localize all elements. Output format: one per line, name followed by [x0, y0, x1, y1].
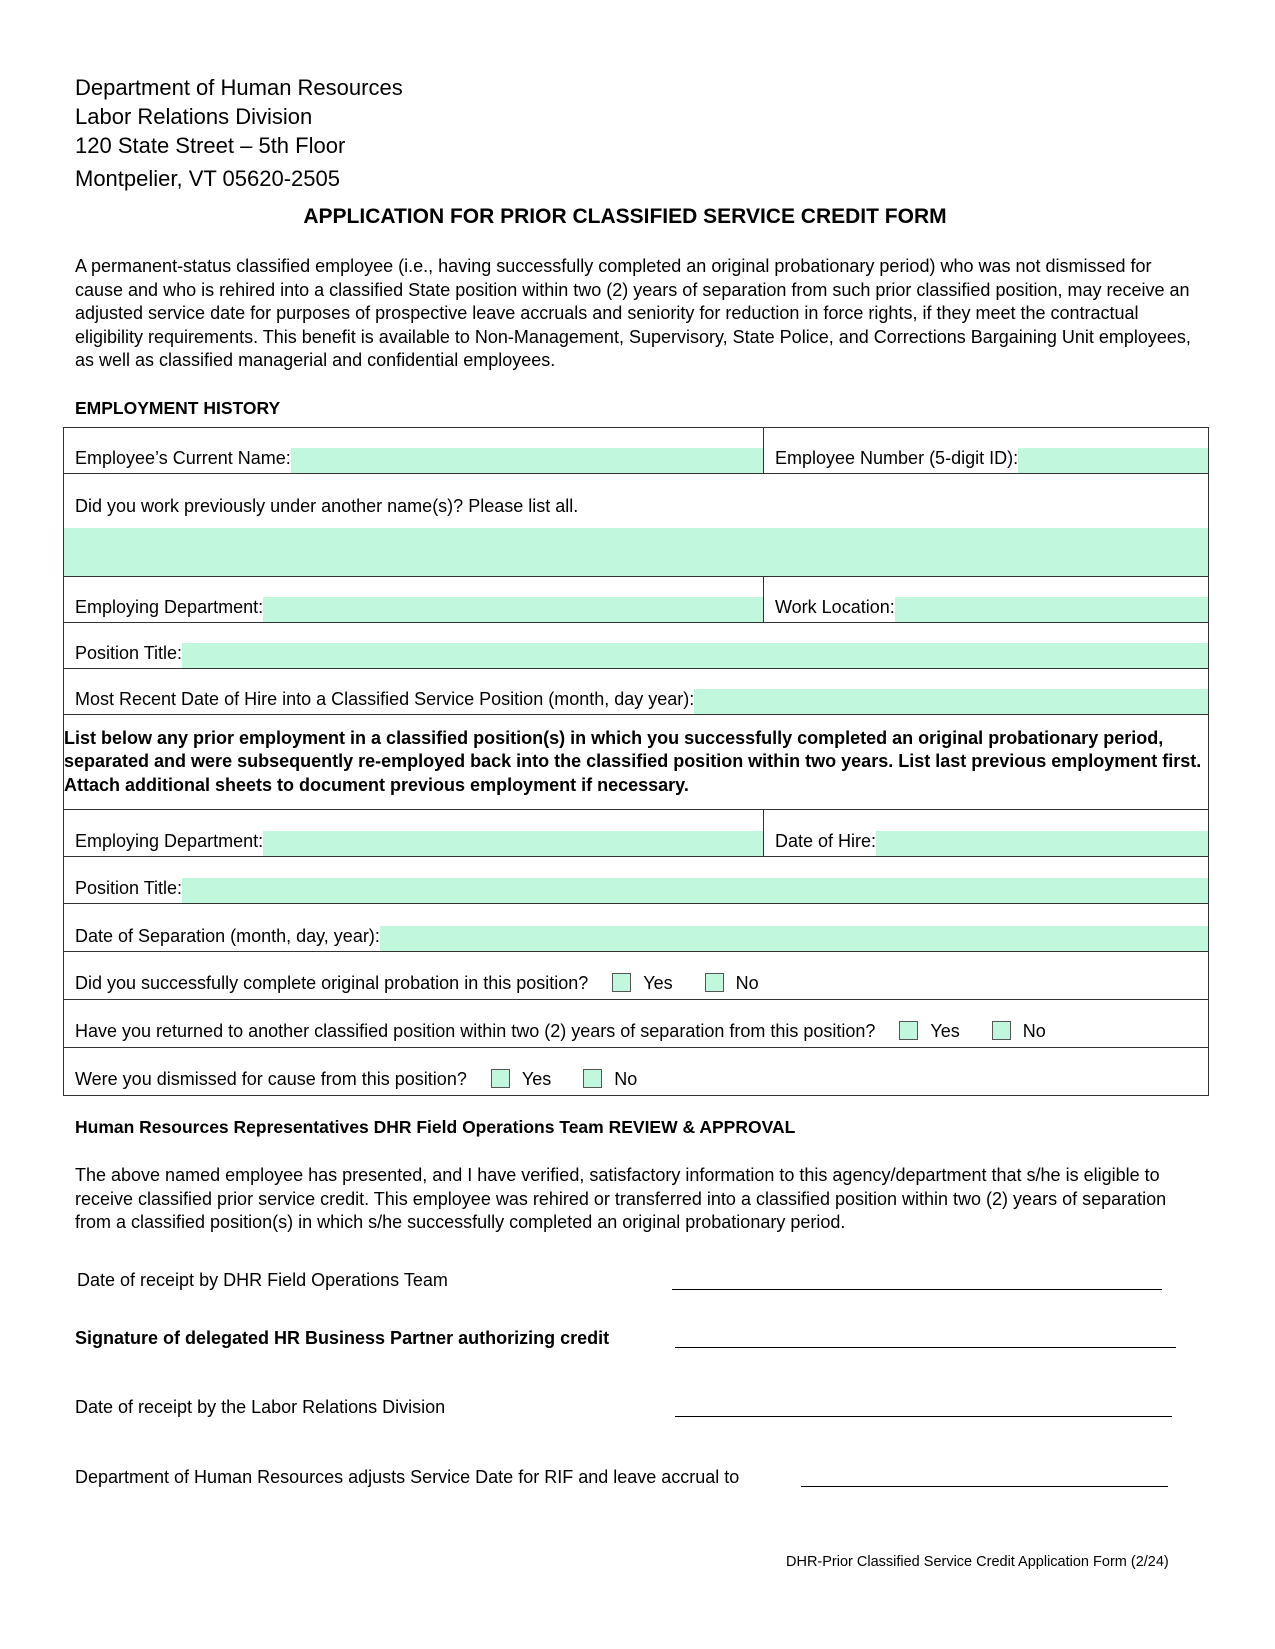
date-of-hire-label: Date of Hire:	[775, 831, 877, 851]
employing-department-field[interactable]	[263, 597, 763, 622]
prior-position-title-label: Position Title:	[75, 878, 183, 898]
recent-hire-label: Most Recent Date of Hire into a Classified Service Position (month, day year):	[75, 689, 695, 709]
returned-question-row	[64, 1021, 1208, 1047]
position-title-label: Position Title:	[75, 643, 183, 663]
signature-line[interactable]	[675, 1347, 1176, 1348]
address-line-1: Department of Human Resources	[75, 75, 403, 100]
employee-number-label: Employee Number (5-digit ID):	[775, 448, 1019, 468]
employment-history-heading: EMPLOYMENT HISTORY	[75, 398, 281, 418]
review-heading: Human Resources Representatives DHR Field Operations Team REVIEW & APPROVAL	[75, 1117, 796, 1137]
receipt-field-ops-line[interactable]	[672, 1289, 1162, 1290]
previous-names-label: Did you work previously under another name(s)? Please list all.	[75, 496, 579, 516]
date-of-hire-field[interactable]	[876, 831, 1208, 856]
dismissed-yes-label: Yes	[521, 1069, 552, 1089]
receipt-labor-row	[75, 1397, 1195, 1418]
receipt-field-ops-row	[75, 1270, 1195, 1291]
work-location-field[interactable]	[895, 597, 1208, 622]
adjusts-row	[75, 1467, 1195, 1488]
returned-no-label: No	[1022, 1021, 1046, 1041]
recent-hire-field[interactable]	[694, 689, 1208, 714]
returned-yes-label: Yes	[930, 1021, 960, 1041]
prior-employment-note: List below any prior employment in a classified position(s) in which you successfully completed an original probationary period, separated and were subsequently re-employed back into the classified position within two years. List last previous employment first. Attach additional sheets to document previous employment if necessary.	[64, 715, 1209, 810]
dismissed-no-checkbox[interactable]	[583, 1069, 602, 1088]
position-title-field[interactable]	[182, 643, 1208, 668]
separation-date-field[interactable]	[380, 926, 1208, 951]
work-location-label: Work Location:	[775, 597, 895, 617]
probation-question: Did you successfully complete original probation in this position?	[75, 973, 589, 993]
returned-yes-checkbox[interactable]	[899, 1021, 918, 1040]
employee-number-field[interactable]	[1018, 448, 1208, 473]
current-name-label: Employee’s Current Name:	[75, 448, 291, 468]
intro-paragraph: A permanent-status classified employee (i.e., having successfully completed an original probationary period) who was not dismissed for cause and who is rehired into a classified State position within two (2) years of separation from such prior classified position, may receive an adjusted service date for purposes of prospective leave accruals and seniority for reduction in force rights, if they meet the contractual eligibility requirements. This benefit is available to Non-Management, Supervisory, State Police, and Corrections Bargaining Unit employees, as well as classified managerial and confidential employees.	[75, 256, 1191, 370]
employing-department-label: Employing Department:	[75, 597, 264, 617]
probation-question-row	[64, 973, 1208, 999]
receipt-labor-label: Date of receipt by the Labor Relations Division	[75, 1397, 446, 1417]
form-title: APPLICATION FOR PRIOR CLASSIFIED SERVICE CREDIT FORM	[303, 205, 947, 228]
employment-history-table	[63, 427, 1209, 1096]
address-line-4: Montpelier, VT 05620-2505	[75, 166, 340, 191]
address-line-2: Labor Relations Division	[75, 104, 313, 129]
signature-label: Signature of delegated HR Business Partner authorizing credit	[75, 1328, 610, 1348]
current-name-field[interactable]	[291, 448, 763, 473]
dismissed-question-row	[64, 1069, 1208, 1095]
adjusts-line[interactable]	[801, 1486, 1168, 1487]
signature-row	[75, 1328, 1195, 1349]
receipt-labor-line[interactable]	[675, 1416, 1172, 1417]
separation-date-label: Date of Separation (month, day, year):	[75, 926, 380, 946]
adjusts-label: Department of Human Resources adjusts Service Date for RIF and leave accrual to	[75, 1467, 740, 1487]
review-paragraph: The above named employee has presented, and I have verified, satisfactory information to this agency/department that s/he is eligible to receive classified prior service credit. This employee was rehired or transferred into a classified position within two (2) years of separation from a classified position(s) in which s/he successfully completed an original probationary period.	[75, 1165, 1167, 1232]
probation-yes-label: Yes	[643, 973, 673, 993]
dismissed-no-label: No	[614, 1069, 638, 1089]
returned-no-checkbox[interactable]	[992, 1021, 1011, 1040]
probation-no-checkbox[interactable]	[705, 973, 724, 992]
prior-position-title-field[interactable]	[182, 878, 1208, 903]
returned-question: Have you returned to another classified position within two (2) years of separation from this position?	[75, 1021, 876, 1041]
dismissed-yes-checkbox[interactable]	[491, 1069, 510, 1088]
receipt-field-ops-label: Date of receipt by DHR Field Operations Team	[77, 1270, 448, 1290]
probation-no-label: No	[735, 973, 759, 993]
prior-department-field[interactable]	[263, 831, 763, 856]
prior-department-label: Employing Department:	[75, 831, 264, 851]
probation-yes-checkbox[interactable]	[612, 973, 631, 992]
form-footer: DHR-Prior Classified Service Credit Application Form (2/24)	[786, 1554, 1169, 1570]
address-line-3: 120 State Street – 5th Floor	[75, 133, 346, 158]
dismissed-question: Were you dismissed for cause from this position?	[75, 1069, 467, 1089]
address-block	[75, 73, 403, 193]
previous-names-field[interactable]	[64, 528, 1208, 576]
